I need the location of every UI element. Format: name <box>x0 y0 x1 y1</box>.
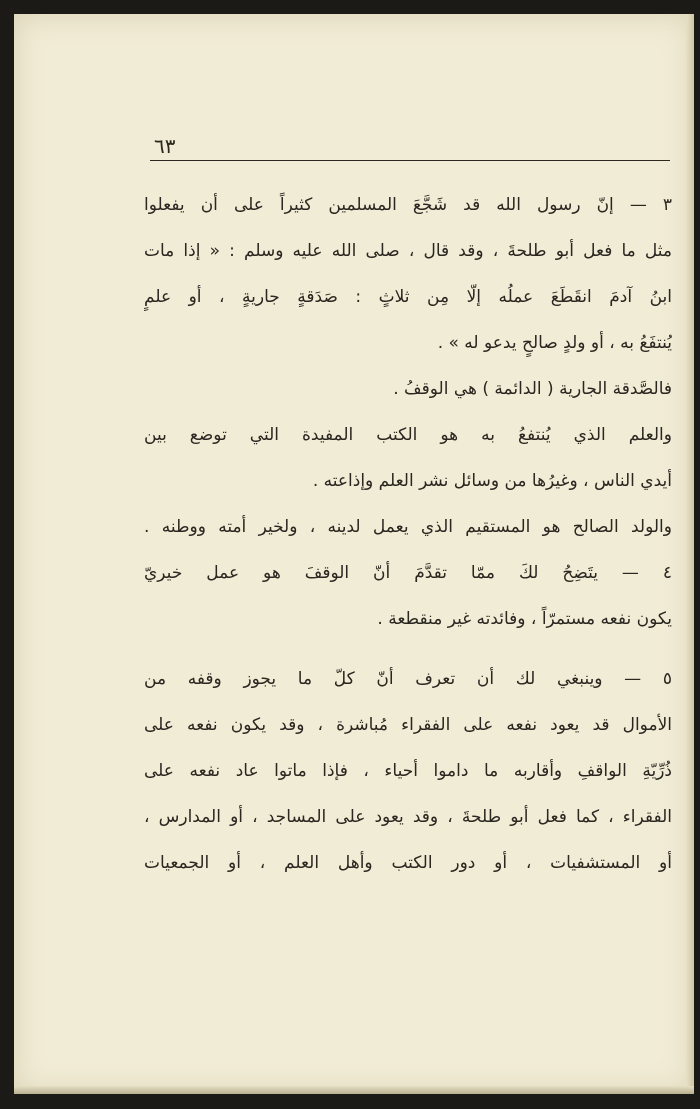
text-line: أو المستشفيات ، أو دور الكتب وأهل العلم ، أو الجمعيات <box>144 853 672 873</box>
text-line: ابنُ آدمَ انقَطَعَ عملُه إلّا مِن ثلاثٍ : صَدَقةٍ جاريةٍ ، أو علمٍ <box>144 287 672 307</box>
header-rule <box>150 160 670 161</box>
text-line: يكون نفعه مستمرّاً ، وفائدته غير منقطعة . <box>377 609 672 629</box>
text-line: أيدي الناس ، وغيرُها من وسائل نشر العلم وإذاعته . <box>312 471 672 491</box>
text-line: ٣ — إنّ رسول الله قد شَجَّعَ المسلمين كثيراً على أن يفعلوا <box>144 195 672 215</box>
text-line: فالصَّدقة الجارية ( الدائمة ) هي الوقفُ . <box>393 379 672 399</box>
text-line: الأموال قد يعود نفعه على الفقراء مُباشرة ، وقد يكون نفعه على <box>144 715 672 735</box>
body-text <box>144 182 672 886</box>
text-line: ذُرِّيّةِ الواقفِ وأقاربه ما داموا أحياء ، فإذا ماتوا عاد نفعه على <box>144 761 672 781</box>
text-line: ٥ — وينبغي لك أن تعرف أنّ كلّ ما يجوز وقفه من <box>144 669 672 689</box>
page-number: ٦٣ <box>154 134 176 158</box>
page-spine-edge <box>686 14 694 1094</box>
text-line: الفقراء ، كما فعل أبو طلحةَ ، وقد يعود على المساجد ، أو المدارس ، <box>144 807 672 827</box>
book-page <box>14 14 694 1094</box>
text-line: والولد الصالح هو المستقيم الذي يعمل لدينه ، ولخير أمته ووطنه . <box>144 517 672 537</box>
text-line: يُنتفَعُ به ، أو ولدٍ صالحٍ يدعو له » . <box>437 333 672 353</box>
page-bottom-edge <box>14 1086 694 1094</box>
text-line: ٤ — يتَضِحُ لكَ ممّا تقدَّمَ أنّ الوقفَ هو عمل خيريّ <box>144 563 672 583</box>
text-line: مثل ما فعل أبو طلحةَ ، وقد قال ، صلى الله عليه وسلم : « إذا مات <box>144 241 672 261</box>
text-line: والعلم الذي يُنتفعُ به هو الكتب المفيدة التي توضع بين <box>144 425 672 445</box>
